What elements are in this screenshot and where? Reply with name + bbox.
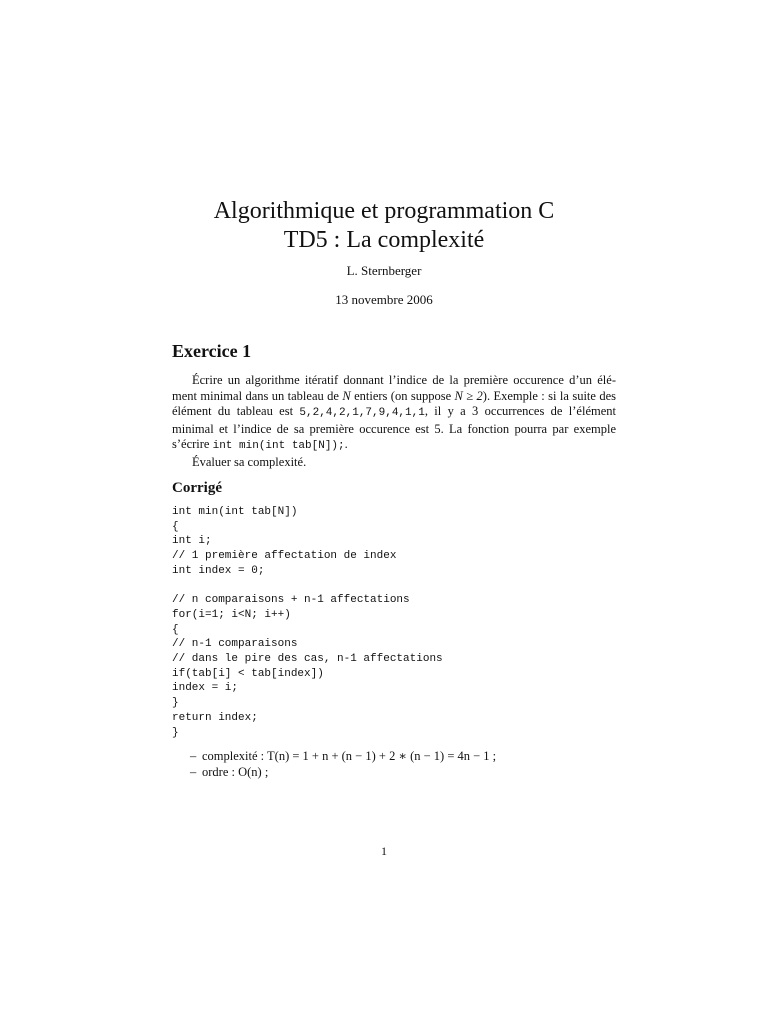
page-number: 1 bbox=[381, 844, 387, 858]
complexity-list bbox=[190, 748, 496, 780]
code-line: { bbox=[172, 623, 179, 636]
exercise-text-part: entiers (on suppose bbox=[350, 388, 455, 403]
complexity-item: – ordre : O(n) ; bbox=[190, 764, 496, 780]
code-line: return index; bbox=[172, 711, 258, 724]
date: 13 novembre 2006 bbox=[335, 292, 433, 307]
solution-heading: Corrigé bbox=[172, 480, 222, 496]
document-subtitle: TD5 : La complexité bbox=[283, 227, 485, 253]
code-line: int i; bbox=[172, 535, 212, 548]
code-line: index = i; bbox=[172, 682, 239, 695]
code-block bbox=[172, 505, 443, 740]
exercise-paragraph bbox=[172, 373, 616, 455]
exercise-text-part: ). Exemple : si la suite des élément du tableau est bbox=[172, 388, 616, 418]
example-sequence: 5,2,4,2,1,7,9,4,1,1 bbox=[299, 407, 425, 419]
math-condition: N ≥ 2 bbox=[454, 388, 483, 403]
code-line: // n comparaisons + n-1 affectations bbox=[172, 594, 410, 607]
document-title: Algorithmique et programmation C bbox=[213, 198, 555, 224]
code-line: } bbox=[172, 726, 179, 739]
function-signature: int min(int tab[N]); bbox=[212, 440, 345, 452]
code-line: if(tab[i] < tab[index]) bbox=[172, 667, 324, 680]
exercise-text-part: Écrire un algorithme itératif donnant l’indice de la première occurence d’un élé-ment minimal dans un tableau de bbox=[172, 373, 616, 403]
author: L. Sternberger bbox=[346, 263, 422, 278]
code-line: for(i=1; i<N; i++) bbox=[172, 608, 291, 621]
exercise-statement bbox=[172, 373, 616, 470]
code-line: int index = 0; bbox=[172, 564, 265, 577]
math-N: N bbox=[342, 388, 351, 403]
complexity-item: – complexité : T(n) = 1 + n + (n − 1) + 2 ∗ (n − 1) = 4n − 1 ; bbox=[190, 748, 496, 764]
code-line bbox=[172, 579, 443, 594]
exercise-text-part: . bbox=[344, 437, 348, 451]
code-line: // n-1 comparaisons bbox=[172, 638, 298, 651]
code-line: // 1 première affectation de index bbox=[172, 550, 397, 563]
code-line: } bbox=[172, 697, 179, 710]
code-line: // dans le pire des cas, n-1 affectations bbox=[172, 653, 443, 666]
exercise-paragraph-2: Évaluer sa complexité. bbox=[192, 454, 307, 469]
exercise-heading: Exercice 1 bbox=[172, 341, 252, 361]
code-line: { bbox=[172, 520, 179, 533]
exercise-text-part: , il y a 3 occurrences de l’élément minimal et l’indice de sa première occurence est 5. La fonction pourra par exemple s’écrire bbox=[172, 404, 617, 451]
code-line: int min(int tab[N]) bbox=[172, 506, 298, 518]
